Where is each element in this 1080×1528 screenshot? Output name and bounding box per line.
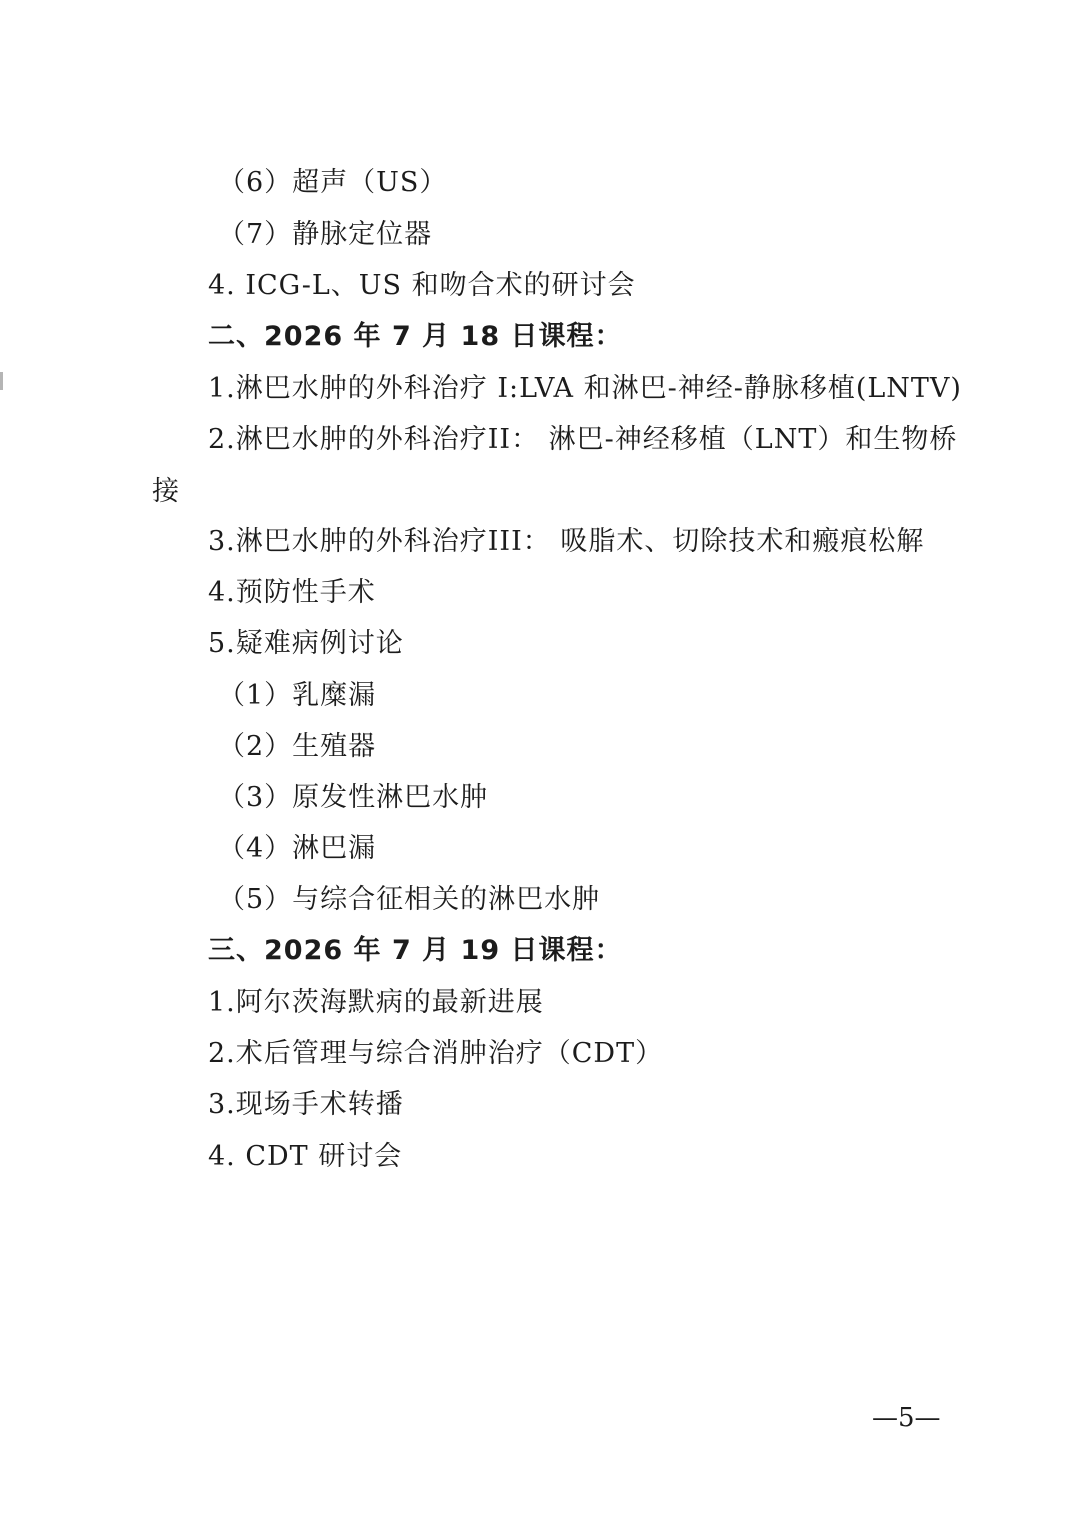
item-primary-lymphedema: （3）原发性淋巴水肿 xyxy=(218,782,489,813)
item-postoperative-management: 2.术后管理与综合消肿治疗（CDT） xyxy=(208,1038,664,1069)
section-heading-july-19: 三、2026 年 7 月 19 日课程： xyxy=(208,935,623,966)
item-lymphatic-leak: （4）淋巴漏 xyxy=(218,833,377,864)
page-number: —5— xyxy=(872,1403,941,1433)
item-chylous-leak: （1）乳糜漏 xyxy=(218,680,377,711)
item-surgical-treatment-2: 2.淋巴水肿的外科治疗II： 淋巴-神经移植（LNT）和生物桥 xyxy=(208,424,958,455)
item-icg-workshop: 4. ICG-L、US 和吻合术的研讨会 xyxy=(208,270,636,301)
item-ultrasound: （6）超声（US） xyxy=(218,167,448,198)
item-alzheimers-progress: 1.阿尔茨海默病的最新进展 xyxy=(208,987,544,1018)
item-surgical-treatment-3: 3.淋巴水肿的外科治疗III： 吸脂术、切除技术和瘢痕松解 xyxy=(208,526,925,557)
section-heading-july-18: 二、2026 年 7 月 18 日课程： xyxy=(208,321,623,352)
item-difficult-case-discussion: 5.疑难病例讨论 xyxy=(208,628,404,659)
item-live-surgery-broadcast: 3.现场手术转播 xyxy=(208,1089,404,1120)
item-vein-locator: （7）静脉定位器 xyxy=(218,219,433,250)
item-surgical-treatment-1: 1.淋巴水肿的外科治疗 I:LVA 和淋巴-神经-静脉移植(LNTV) xyxy=(208,373,962,404)
item-syndrome-lymphedema: （5）与综合征相关的淋巴水肿 xyxy=(218,884,601,915)
item-preventive-surgery: 4.预防性手术 xyxy=(208,577,376,608)
item-surgical-treatment-2-continued: 接 xyxy=(152,476,180,507)
scan-margin-mark xyxy=(0,372,3,390)
item-cdt-workshop: 4. CDT 研讨会 xyxy=(208,1141,403,1172)
item-genital: （2）生殖器 xyxy=(218,731,377,762)
